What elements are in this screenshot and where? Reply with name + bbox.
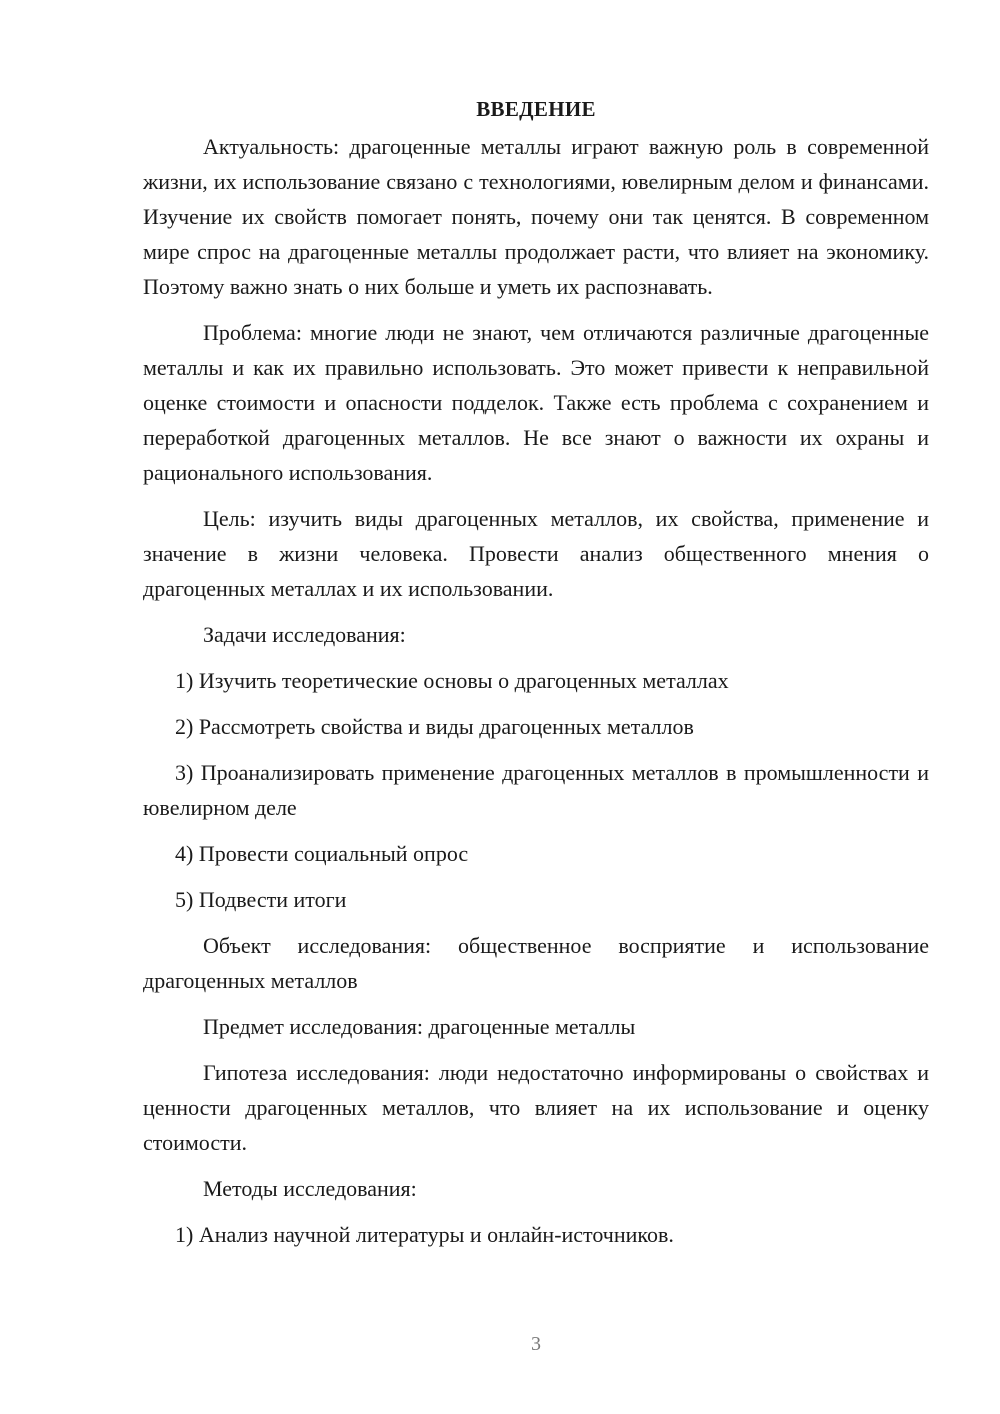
task-item-5: 5) Подвести итоги [175, 887, 347, 912]
object-paragraph: Объект исследования: общественное восприятие и использование драгоценных металлов [143, 933, 929, 993]
tasks-heading: Задачи исследования: [203, 622, 406, 647]
methods-heading: Методы исследования: [203, 1176, 417, 1201]
hypothesis-paragraph: Гипотеза исследования: люди недостаточно информированы о свойствах и ценности драгоценных металлов, что влияет на их использование и оценку стоимости. [143, 1060, 929, 1155]
task-item-2: 2) Рассмотреть свойства и виды драгоценных металлов [175, 714, 694, 739]
page-number: 3 [531, 1333, 541, 1355]
method-item-1: 1) Анализ научной литературы и онлайн-источников. [175, 1222, 674, 1247]
section-title: ВВЕДЕНИЕ [476, 97, 596, 121]
task-item-1: 1) Изучить теоретические основы о драгоценных металлах [175, 668, 729, 693]
subject-paragraph: Предмет исследования: драгоценные металлы [203, 1014, 636, 1039]
task-item-3: 3) Проанализировать применение драгоценных металлов в промышленности и ювелирном деле [143, 760, 929, 820]
goal-paragraph: Цель: изучить виды драгоценных металлов, их свойства, применение и значение в жизни человека. Провести анализ общественного мнения о драгоценных металлах и их использовании. [143, 506, 929, 601]
task-item-4: 4) Провести социальный опрос [175, 841, 469, 866]
problem-paragraph: Проблема: многие люди не знают, чем отличаются различные драгоценные металлы и как их правильно использовать. Это может привести к неправильной оценке стоимости и опасности подделок. Также есть проблема с сохранением и переработкой драгоценных металлов. Не все знают о важности их охраны и рационального использования. [143, 320, 929, 485]
document-page [143, 92, 929, 1252]
relevance-paragraph: Актуальность: драгоценные металлы играют важную роль в современной жизни, их использование связано с технологиями, ювелирным делом и финансами. Изучение их свойств помогает понять, почему они так ценятся. В современном мире спрос на драгоценные металлы продолжает расти, что влияет на экономику. Поэтому важно знать о них больше и уметь их распознавать. [143, 134, 929, 299]
